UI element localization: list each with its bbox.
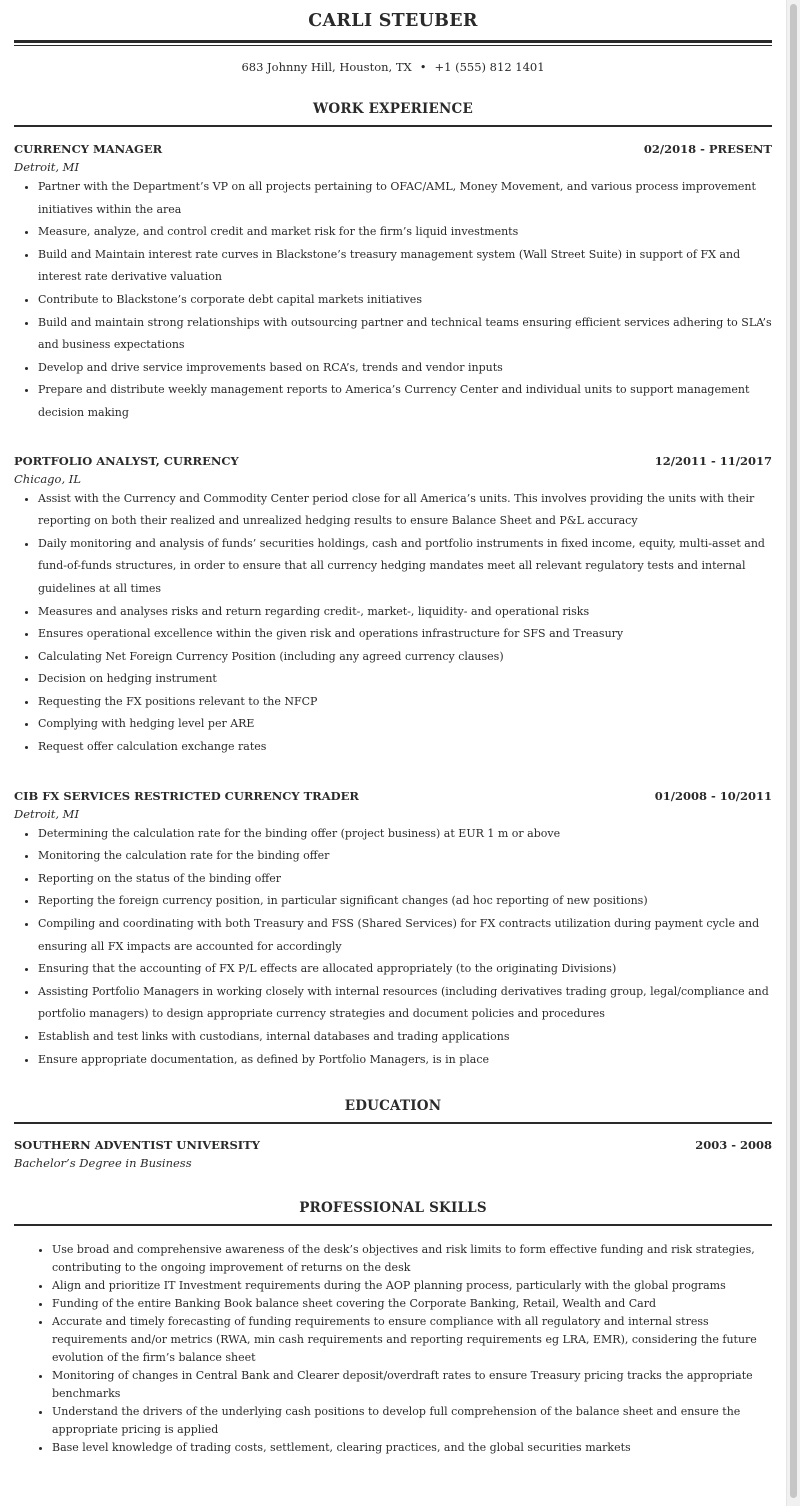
education-entry [14,1137,772,1171]
skills-list [14,1241,772,1457]
candidate-name: CARLI STEUBER [308,11,478,31]
skill-item: • Base level knowledge of trading costs, settlement, clearing practices, and the global securities markets [52,1439,772,1457]
duty-item: • Contribute to Blackstone’s corporate debt capital markets initiatives [38,289,772,312]
contact-phone: +1 (555) 812 1401 [434,60,545,74]
contact-line [14,59,772,75]
duty-item: • Ensuring that the accounting of FX P/L effects are allocated appropriately (to the originating Divisions) [38,958,772,981]
skill-item: • Accurate and timely forecasting of funding requirements to ensure compliance with all regulatory and internal stress requirements and/or metrics (RWA, min cash requirements and reporting requirements eg LRA, EMR), considering the future evolution of the firm’s balance sheet [52,1313,772,1367]
duty-item: • Partner with the Department’s VP on all projects pertaining to OFAC/AML, Money Movement, and various process improvement initiatives within the area [38,176,772,221]
section-title-work-experience: WORK EXPERIENCE [14,100,772,127]
job-entry [14,788,772,1072]
duty-item: • Establish and test links with custodians, internal databases and trading applications [38,1026,772,1049]
duty-item: • Calculating Net Foreign Currency Position (including any agreed currency clauses) [38,646,772,669]
duty-item: • Build and Maintain interest rate curves in Blackstone’s treasury management system (Wall Street Suite) in support of FX and interest rate derivative valuation [38,244,772,289]
duty-item: • Measure, analyze, and control credit and market risk for the firm’s liquid investments [38,221,772,244]
job-title: CIB FX SERVICES RESTRICTED CURRENCY TRADER [14,788,359,803]
job-title: CURRENCY MANAGER [14,142,163,156]
job-dates: 01/2008 - 10/2011 [654,788,772,803]
job-entry [14,141,772,425]
duty-item: • Measures and analyses risks and return regarding credit-, market-, liquidity- and operational risks [38,601,772,624]
duty-item: • Ensure appropriate documentation, as defined by Portfolio Managers, is in place [38,1049,772,1072]
school-name: SOUTHERN ADVENTIST UNIVERSITY [14,1138,260,1153]
job-entry [14,453,772,759]
section-title-education: EDUCATION [14,1097,772,1124]
skill-item: • Align and prioritize IT Investment requirements during the AOP planning process, particularly with the global programs [52,1277,772,1295]
job-location: Detroit, MI [14,806,79,821]
job-header [14,788,772,804]
job-location: Chicago, IL [14,471,81,486]
bullet-separator: • [419,60,427,74]
job-location: Detroit, MI [14,160,79,174]
job-duties-list [14,176,772,425]
duty-item: • Assist with the Currency and Commodity Center period close for all America’s units. This involves providing the units with their reporting on both their realized and unrealized hedging results to ensure Balance Sheet and P&L accuracy [38,488,772,533]
job-duties-list [14,823,772,1072]
vertical-scrollbar[interactable] [786,0,800,1506]
duty-item: • Determining the calculation rate for the binding offer (project business) at EUR 1 m or above [38,823,772,846]
degree: Bachelor’s Degree in Business [14,1156,192,1171]
duty-item: • Reporting the foreign currency position, in particular significant changes (ad hoc reporting of new positions) [38,890,772,913]
job-dates: 02/2018 - PRESENT [643,142,772,156]
skill-item: • Monitoring of changes in Central Bank and Clearer deposit/overdraft rates to ensure Treasury pricing tracks the appropriate benchmarks [52,1367,772,1403]
duty-item: • Monitoring the calculation rate for the binding offer [38,845,772,868]
duty-item: • Assisting Portfolio Managers in working closely with internal resources (including derivatives trading group, legal/compliance and portfolio managers) to design appropriate currency strategies and document policies and procedures [38,981,772,1026]
duty-item: • Daily monitoring and analysis of funds’ securities holdings, cash and portfolio instruments in fixed income, equity, multi-asset and fund-of-funds structures, in order to ensure that all currency hedging mandates meet all relevant regulatory tests and internal guidelines at all times [38,533,772,601]
resume-page [14,0,772,1457]
duty-item: • Build and maintain strong relationships with outsourcing partner and technical teams ensuring efficient services adhering to SLA’s and business expectations [38,312,772,357]
job-header [14,453,772,469]
job-dates: 12/2011 - 11/2017 [654,453,772,468]
duty-item: • Prepare and distribute weekly management reports to America’s Currency Center and individual units to support management decision making [38,379,772,424]
duty-item: • Compiling and coordinating with both Treasury and FSS (Shared Services) for FX contracts utilization during payment cycle and ensuring all FX impacts are accounted for accordingly [38,913,772,958]
skill-item: • Use broad and comprehensive awareness of the desk’s objectives and risk limits to form effective funding and risk strategies, contributing to the ongoing improvement of returns on the desk [52,1241,772,1277]
education-header [14,1137,772,1153]
duty-item: • Requesting the FX positions relevant to the NFCP [38,691,772,714]
section-title-professional-skills: PROFESSIONAL SKILLS [14,1199,772,1226]
scrollbar-thumb[interactable] [790,4,797,1498]
duty-item: • Develop and drive service improvements based on RCA’s, trends and vendor inputs [38,357,772,380]
job-title: PORTFOLIO ANALYST, CURRENCY [14,453,239,468]
contact-address: 683 Johnny Hill, Houston, TX [241,60,412,74]
duty-item: • Request offer calculation exchange rates [38,736,772,759]
duty-item: • Decision on hedging instrument [38,668,772,691]
education-dates: 2003 - 2008 [695,1138,772,1153]
duty-item: • Complying with hedging level per ARE [38,713,772,736]
skill-item: • Understand the drivers of the underlying cash positions to develop full comprehension of the balance sheet and ensure the appropriate pricing is applied [52,1403,772,1439]
skill-item: • Funding of the entire Banking Book balance sheet covering the Corporate Banking, Retail, Wealth and Card [52,1295,772,1313]
duty-item: • Reporting on the status of the binding offer [38,868,772,891]
name-divider [14,40,772,46]
job-duties-list [14,488,772,759]
job-header [14,141,772,157]
duty-item: • Ensures operational excellence within the given risk and operations infrastructure for SFS and Treasury [38,623,772,646]
